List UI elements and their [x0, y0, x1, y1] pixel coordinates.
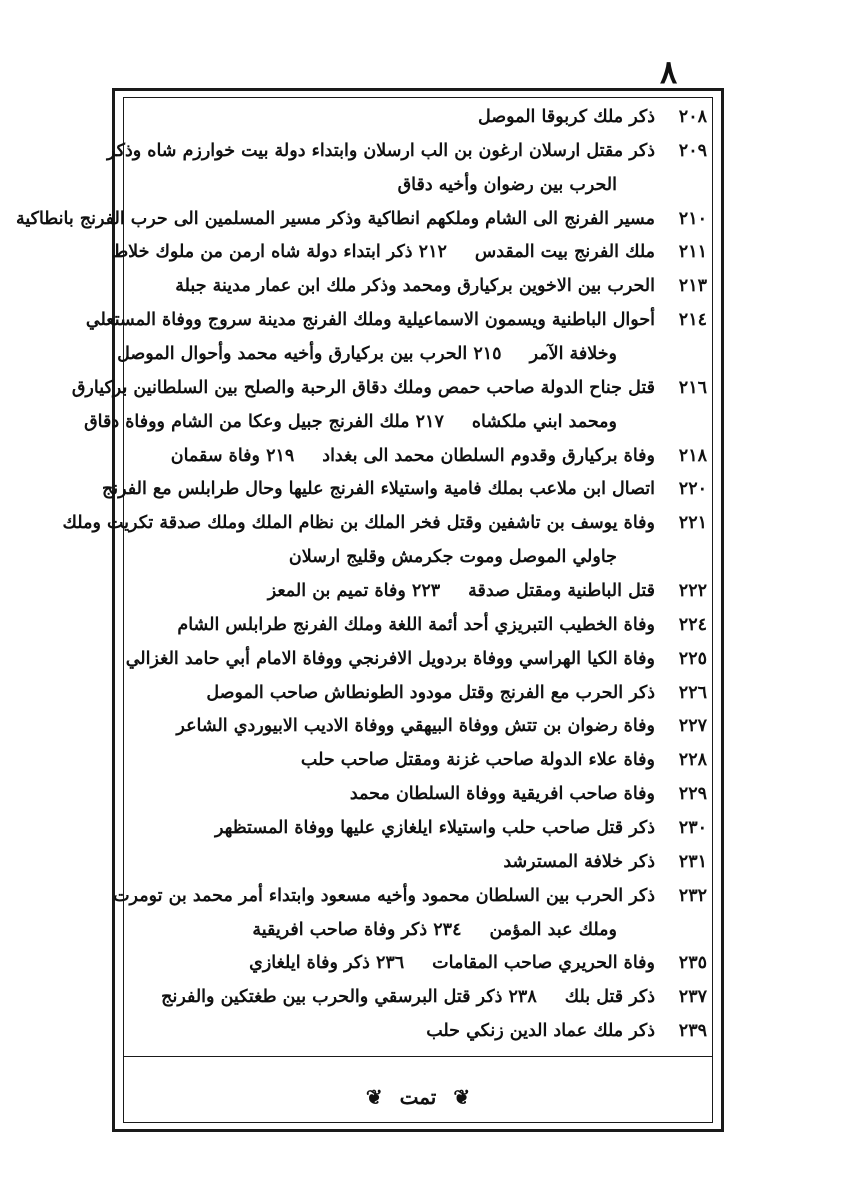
entry-title: ذكر الحرب مع الفرنج وقتل مودود الطونطاش صاحب الموصل: [206, 682, 655, 703]
ornament-right-icon: ❦: [365, 1085, 383, 1109]
entry-title-secondary: وفاة تميم بن المعز: [267, 581, 406, 602]
entry-title: وفاة الحريري صاحب المقامات: [432, 953, 655, 974]
toc-entry: [113, 885, 707, 920]
entry-number: ٢٢١: [678, 513, 707, 534]
toc-entry: [129, 852, 707, 886]
colophon: [115, 1085, 721, 1109]
entry-title-secondary: ذكر قتل البرسقي والحرب بين طغتكين والفرنج: [161, 987, 503, 1008]
entry-text-container: [129, 615, 655, 635]
entry-text-container: [16, 209, 655, 229]
entry-title-secondary: ملك الفرنج جبيل وعكا من الشام ووفاة دقاق: [84, 411, 410, 432]
entry-title: الحرب بين الاخوين بركيارق ومحمد وذكر ملك ابن عمار مدينة جبلة: [175, 276, 655, 297]
entry-number: ٢١٠: [678, 208, 707, 229]
entry-number: ٢٢٥: [678, 648, 707, 669]
toc-entry: [129, 683, 707, 717]
entry-text-container: [129, 953, 655, 973]
entry-title: وفاة بركيارق وقدوم السلطان محمد الى بغداد: [322, 445, 655, 466]
entry-number: ٢١٨: [678, 445, 707, 466]
toc-entry: [125, 648, 707, 683]
entry-number: ٢١١: [678, 242, 707, 263]
toc-entry: [117, 344, 707, 378]
entry-text-container: [113, 886, 655, 906]
entry-text-container: [129, 107, 655, 127]
entry-text-container: [129, 175, 655, 195]
entry-title: ذكر الحرب بين السلطان محمود وأخيه مسعود وابتداء أمر محمد بن تومرت: [113, 885, 655, 906]
entry-title: ومحمد ابني ملكشاه: [471, 411, 617, 432]
entry-number: ٢٣٥: [678, 953, 707, 974]
entry-title-secondary: ذكر وفاة ايلغازي: [249, 953, 370, 974]
entry-text-container: [63, 513, 655, 533]
entry-text-container: [129, 784, 655, 804]
entry-text-container: [129, 581, 655, 601]
entry-title-secondary: الحرب بين بركيارق وأخيه محمد وأحوال الموصل: [117, 344, 468, 365]
toc-entry: [129, 953, 707, 987]
entry-text-container: [86, 310, 655, 330]
entry-text-container: [117, 344, 655, 364]
entry-title: قتل الباطنية ومقتل صدقة: [468, 581, 655, 602]
entry-title-secondary: ذكر وفاة صاحب افريقية: [252, 919, 428, 940]
entry-number-secondary: ٢٢٣: [411, 581, 441, 602]
entry-number: ٢٠٨: [678, 107, 707, 127]
toc-entry: [84, 411, 707, 446]
page-border: [15, 88, 724, 1132]
entry-title-secondary: ذكر ابتداء دولة شاه ارمن من ملوك خلاط: [111, 242, 413, 263]
entry-text-container: [84, 412, 655, 432]
toc-entry: [106, 140, 707, 175]
entry-text-container: [72, 378, 655, 398]
toc-entry: [129, 107, 707, 141]
entry-number: ٢١٣: [678, 276, 707, 297]
entry-title: جاولي الموصل وموت جكرمش وقليج ارسلان: [288, 547, 617, 568]
entry-text-container: [102, 479, 655, 499]
entry-text-container: [129, 446, 655, 466]
entry-number: ٢٢٠: [678, 479, 707, 500]
finis-label: تمت: [399, 1085, 437, 1109]
entry-title: أحوال الباطنية ويسمون الاسماعيلية وملك الفرنج مدينة سروج ووفاة المستعلي: [85, 310, 655, 331]
page-number: ٨: [660, 53, 678, 91]
entry-number-secondary: ٢١٧: [415, 411, 444, 432]
entry-text-container: [129, 276, 655, 296]
entry-number: ٢٢٨: [678, 750, 707, 771]
toc-entry: [129, 716, 707, 750]
entry-number: ٢١٤: [678, 310, 707, 331]
entry-text-container: [112, 242, 655, 262]
entry-title: ذكر ملك كربوقا الموصل: [477, 107, 655, 127]
toc-entry: [71, 377, 707, 412]
entry-number: ٢٣١: [678, 851, 707, 872]
entry-title: قتل جناح الدولة صاحب حمص وملك دقاق الرحبة والصلح بين السلطانين بركيارق: [71, 377, 655, 398]
toc-entry: [129, 547, 707, 581]
entry-number: ٢٠٩: [678, 140, 707, 161]
entry-text-container: [129, 852, 655, 872]
entry-title-secondary: وفاة سقمان: [170, 445, 260, 466]
entry-title: وفاة علاء الدولة صاحب غزنة ومقتل صاحب حلب: [300, 750, 655, 771]
toc-entry: [101, 479, 707, 513]
entry-text-container: [129, 547, 655, 567]
entry-title: وفاة الكيا الهراسي ووفاة بردويل الافرنجي ووفاة الامام أبي حامد الغزالي: [125, 648, 655, 669]
toc-entry: [129, 1021, 707, 1055]
entry-title: ذكر قتل صاحب حلب واستيلاء ايلغازي عليها ووفاة المستظهر: [214, 818, 655, 839]
ornament-left-icon: ❦: [453, 1085, 471, 1109]
entry-text-container: [129, 716, 655, 736]
entry-number: ٢٢٦: [678, 682, 707, 703]
toc-entry: [85, 310, 707, 344]
entry-title: ذكر ملك عماد الدين زنكي حلب: [426, 1021, 655, 1042]
entry-text-container: [129, 987, 655, 1007]
toc-entry: [129, 750, 707, 784]
entry-number-secondary: ٢٣٦: [375, 953, 405, 974]
toc-entry: [129, 784, 707, 818]
divider-rule: [123, 1056, 713, 1057]
entry-title: وفاة يوسف بن تاشفين وقتل فخر الملك بن نظام الملك وملك صدقة تكريت وملك: [62, 513, 655, 534]
entry-number: ٢١٦: [678, 377, 707, 398]
toc-entry: [129, 276, 707, 310]
toc-entry: [15, 208, 707, 243]
entry-text-container: [126, 649, 655, 669]
entry-title: وفاة صاحب افريقية ووفاة السلطان محمد: [349, 784, 655, 805]
entry-number: ٢٢٢: [678, 581, 707, 602]
entry-title: وفاة الخطيب التبريزي أحد أئمة اللغة وملك الفرنج طرابلس الشام: [177, 614, 655, 635]
toc-entry: [129, 987, 707, 1021]
entry-title: ذكر خلافة المسترشد: [503, 851, 655, 872]
entry-title: ملك الفرنج بيت المقدس: [474, 242, 655, 263]
entry-number: ٢٣٧: [678, 987, 707, 1008]
entry-title: مسير الفرنج الى الشام وملكهم انطاكية وذكر مسير المسلمين الى حرب الفرنج بانطاكية: [15, 208, 655, 229]
entry-title: اتصال ابن ملاعب بملك فامية واستيلاء الفرنج عليها وحال طرابلس مع الفرنج: [101, 479, 655, 500]
entry-title: وخلافة الآمر: [529, 344, 617, 365]
entry-number-secondary: ٢١٢: [418, 242, 447, 263]
entry-number: ٢٢٧: [678, 716, 707, 737]
entry-title: ذكر مقتل ارسلان ارغون بن الب ارسلان وابتداء دولة بيت خوارزم شاه وذكر: [106, 140, 655, 161]
entry-number-secondary: ٢٣٤: [433, 919, 462, 940]
entry-text-container: [129, 818, 655, 838]
entry-title: وملك عبد المؤمن: [489, 919, 617, 940]
toc-entry: [129, 175, 707, 209]
entry-number: ٢٣٢: [678, 885, 707, 906]
toc-entry: [129, 818, 707, 852]
entry-text-container: [129, 1021, 655, 1041]
toc-entry: [111, 242, 707, 276]
toc-entry: [129, 446, 707, 480]
entry-number: ٢٢٤: [678, 614, 707, 635]
entry-number: ٢٣٩: [678, 1021, 707, 1042]
entry-title: ذكر قتل بلك: [564, 987, 655, 1008]
entry-number-secondary: ٢١٥: [473, 344, 502, 365]
entry-title: وفاة رضوان بن تتش ووفاة البيهقي ووفاة الاديب الابيوردي الشاعر: [176, 716, 655, 737]
toc-entry: [62, 513, 707, 547]
toc-entry: [129, 920, 707, 954]
entry-number: ٢٣٠: [678, 818, 707, 839]
entry-text-container: [129, 750, 655, 770]
toc-entry: [129, 615, 707, 649]
entry-text-container: [107, 141, 655, 161]
entry-text-container: [129, 920, 655, 940]
toc-entry: [129, 581, 707, 615]
entry-title: الحرب بين رضوان وأخيه دقاق: [397, 174, 617, 195]
entry-number-secondary: ٢٣٨: [508, 987, 537, 1008]
table-of-contents: [15, 107, 707, 1055]
entry-text-container: [129, 683, 655, 703]
entry-number: ٢٢٩: [678, 784, 707, 805]
entry-number-secondary: ٢١٩: [266, 445, 295, 466]
